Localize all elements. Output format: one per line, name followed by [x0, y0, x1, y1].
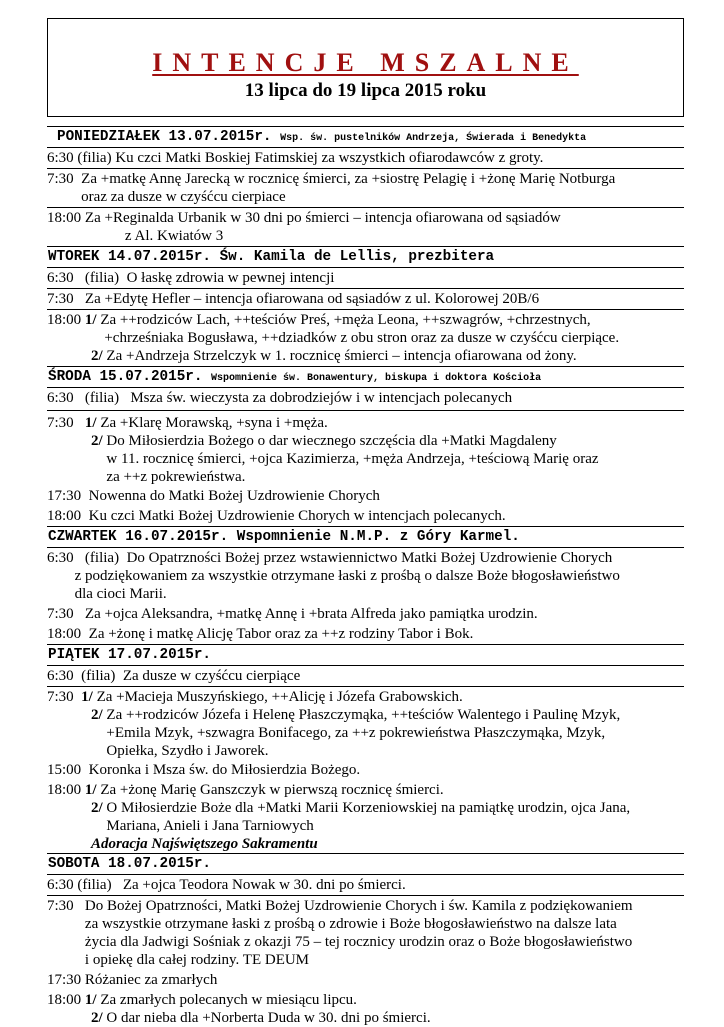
mass-time: 7:30	[47, 291, 85, 307]
intention-text-cont: w 11. rocznicę śmierci, +ojca Kazimierza, +męża Andrzeja, +teściową Marię oraz	[106, 451, 599, 467]
intention-row	[47, 990, 684, 1009]
intention-text-cont: z Al. Kwiatów 3	[124, 228, 224, 244]
intention-number: 1/	[81, 689, 97, 705]
intentions-document	[47, 126, 684, 1027]
title-box	[47, 18, 684, 117]
adoration-note: Adoracja Najświętszego Sakramentu	[47, 835, 684, 854]
intention-row	[47, 780, 684, 799]
intention-number: 1/	[84, 782, 101, 798]
intention-row	[47, 169, 684, 208]
intention-text-cont: dla cioci Marii.	[74, 586, 167, 602]
intention-row	[47, 388, 684, 411]
intention-number: 2/	[91, 707, 107, 723]
intention-text-cont: życia dla Jadwigi Sośniak z okazji 75 – tej rocznicy urodzin oraz o Boże błogosławieństwo	[84, 934, 633, 950]
intention-row	[47, 666, 684, 687]
intention-text: Msza św. wieczysta za dobrodziejów i w intencjach polecanych	[130, 390, 513, 406]
intention-row	[47, 687, 684, 706]
mass-time: 18:00	[47, 782, 85, 798]
intention-text: Za +Macieja Muszyńskiego, ++Alicję i Józefa Grabowskich.	[96, 689, 463, 705]
day-heading-saturday: SOBOTA 18.07.2015r.	[47, 854, 684, 875]
intention-row	[47, 760, 684, 780]
day-heading-friday: PIĄTEK 17.07.2015r.	[47, 644, 684, 666]
intention-text: Za +Edytę Hefler – intencja ofiarowana od sąsiadów z ul. Kolorowej 20B/6	[84, 291, 540, 307]
intention-text: Za +Klarę Morawską, +syna i +męża.	[100, 415, 328, 431]
intention-text-cont: za ++z pokrewieństwa.	[106, 469, 246, 485]
mass-time: 7:30	[47, 606, 85, 622]
mass-time: 6:30 (filia)	[47, 877, 123, 893]
intention-text-cont: Mariana, Anieli i Jana Tarniowych	[106, 818, 314, 834]
mass-time: 17:30	[47, 972, 85, 988]
intention-row	[47, 208, 684, 246]
intention-text: Za +Andrzeja Strzelczyk w 1. rocznicę śmierci – intencja ofiarowana od żony.	[106, 348, 577, 364]
mass-time: 18:00	[47, 992, 85, 1008]
intention-row	[47, 506, 684, 526]
intention-row	[47, 896, 684, 970]
intention-row	[47, 310, 684, 347]
day-heading-wednesday	[47, 366, 684, 388]
mass-time: 7:30	[47, 898, 85, 914]
intention-text: Do Miłosierdzia Bożego o dar wiecznego szczęścia dla +Matki Magdaleny	[106, 433, 557, 449]
intention-sub-row	[47, 1009, 684, 1027]
intention-text: O Miłosierdzie Boże dla +Matki Marii Korzeniowskiej na pamiątkę urodzin, ojca Jana,	[106, 800, 631, 816]
page-title: INTENCJE MSZALNE	[152, 48, 579, 77]
intention-text-cont: +chrześniaka Bogusława, ++dziadków z obu stron oraz za dusze w czyśćcu cierpiące.	[104, 330, 620, 346]
intention-number: 2/	[91, 800, 107, 816]
mass-time: 7:30	[47, 171, 82, 187]
intention-row	[47, 486, 684, 506]
mass-time: 7:30	[47, 689, 82, 705]
mass-time: 7:30	[47, 415, 85, 431]
intention-number: 1/	[84, 312, 101, 328]
day-heading-tuesday: WTOREK 14.07.2015r. Św. Kamila de Lellis, prezbitera	[47, 246, 684, 268]
intention-text: Do Opatrzności Bożej przez wstawiennictwo Matki Bożej Uzdrowienie Chorych	[126, 550, 613, 566]
day-note: Wsp. św. pustelników Andrzeja, Świerada i Benedykta	[280, 133, 587, 144]
intention-row	[47, 624, 684, 644]
intention-text: Za +ojca Teodora Nowak w 30. dni po śmierci.	[122, 877, 406, 893]
intention-number: 2/	[91, 1010, 107, 1026]
intention-number: 2/	[91, 348, 107, 364]
mass-time: 18:00	[47, 508, 89, 524]
intention-row	[47, 289, 684, 310]
intention-sub-row	[47, 347, 684, 366]
day-title: ŚRODA 15.07.2015r.	[48, 369, 203, 385]
intention-number: 1/	[84, 415, 101, 431]
intention-text: Za ++rodziców Józefa i Helenę Płaszczymąka, ++teściów Walentego i Paulinę Mzyk,	[106, 707, 621, 723]
intention-text: O łaskę zdrowia w pewnej intencji	[126, 270, 335, 286]
mass-time: 6:30 (filia)	[47, 668, 123, 684]
intention-text-cont: +Emila Mzyk, +szwagra Bonifacego, za ++z pokrewieństwa Płaszczymąka, Mzyk,	[106, 725, 606, 741]
intention-number: 1/	[84, 992, 101, 1008]
intention-text: Ku czci Matki Bożej Uzdrowienie Chorych w intencjach polecanych.	[88, 508, 506, 524]
intention-sub-row	[47, 799, 684, 835]
mass-time: 6:30 (filia)	[47, 550, 127, 566]
intention-row	[47, 411, 684, 432]
day-heading-thursday: CZWARTEK 16.07.2015r. Wspomnienie N.M.P. z Góry Karmel.	[47, 526, 684, 548]
intention-text: Za +Reginalda Urbanik w 30 dni po śmierci – intencja ofiarowana od sąsiadów	[84, 210, 561, 226]
intention-text: O dar nieba dla +Norberta Duda w 30. dni po śmierci.	[106, 1010, 431, 1026]
mass-time: 17:30	[47, 488, 89, 504]
intention-text: Za +ojca Aleksandra, +matkę Annę i +brata Alfreda jako pamiątka urodzin.	[84, 606, 538, 622]
intention-row	[47, 148, 684, 169]
mass-time: 6:30 (filia)	[47, 270, 127, 286]
mass-time: 15:00	[47, 762, 89, 778]
intention-text: Różaniec za zmarłych	[84, 972, 218, 988]
page-subtitle: 13 lipca do 19 lipca 2015 roku	[244, 80, 487, 101]
intention-text: Za dusze w czyśćcu cierpiące	[122, 668, 301, 684]
intention-text: Za +żonę Marię Ganszczyk w pierwszą rocznicę śmierci.	[100, 782, 444, 798]
intention-row	[47, 268, 684, 289]
intention-sub-row	[47, 432, 684, 486]
intention-text: Za +żonę i matkę Alicję Tabor oraz za ++z rodziny Tabor i Bok.	[88, 626, 474, 642]
intention-number: 2/	[91, 433, 107, 449]
intention-sub-row	[47, 706, 684, 760]
intention-text: Do Bożej Opatrzności, Matki Bożej Uzdrowienie Chorych i św. Kamila z podziękowaniem	[84, 898, 633, 914]
intention-text-cont: za wszystkie otrzymane łaski z prośbą o zdrowie i Boże błogosławieństwo na dalsze lata	[84, 916, 617, 932]
day-note: Wspomnienie św. Bonawentury, biskupa i doktora Kościoła	[211, 373, 542, 384]
intention-text-cont: i opiekę dla całej rodziny. TE DEUM	[84, 952, 310, 968]
mass-time: 6:30 (filia)	[47, 150, 116, 166]
intention-text-cont: z podziękowaniem za wszystkie otrzymane łaski z prośbą o dalsze Boże błogosławieństwo	[74, 568, 620, 584]
intention-text: Za +matkę Annę Jarecką w rocznicę śmierci, za +siostrę Pelagię i +żonę Marię Notburga	[81, 171, 616, 187]
intention-text: Koronka i Msza św. do Miłosierdzia Bożego.	[88, 762, 361, 778]
day-title: PONIEDZIAŁEK 13.07.2015r.	[57, 129, 272, 145]
intention-row	[47, 604, 684, 624]
mass-time: 18:00	[47, 626, 89, 642]
intention-row	[47, 970, 684, 990]
intention-text: Ku czci Matki Boskiej Fatimskiej za wszystkich ofiarodawców z groty.	[115, 150, 544, 166]
intention-text: Za ++rodziców Lach, ++teściów Preś, +męża Leona, ++szwagrów, +chrzestnych,	[100, 312, 591, 328]
intention-row	[47, 875, 684, 896]
day-heading-monday	[47, 126, 684, 148]
intention-text-cont: oraz za dusze w czyśćcu cierpiace	[81, 189, 286, 205]
intention-row	[47, 548, 684, 604]
intention-text: Nowenna do Matki Bożej Uzdrowienie Chorych	[88, 488, 380, 504]
intention-text-cont: Opiełka, Szydło i Jaworek.	[106, 743, 269, 759]
intention-text: Za zmarłych polecanych w miesiącu lipcu.	[100, 992, 357, 1008]
mass-time: 18:00	[47, 312, 85, 328]
mass-time: 18:00	[47, 210, 85, 226]
mass-time: 6:30 (filia)	[47, 390, 131, 406]
